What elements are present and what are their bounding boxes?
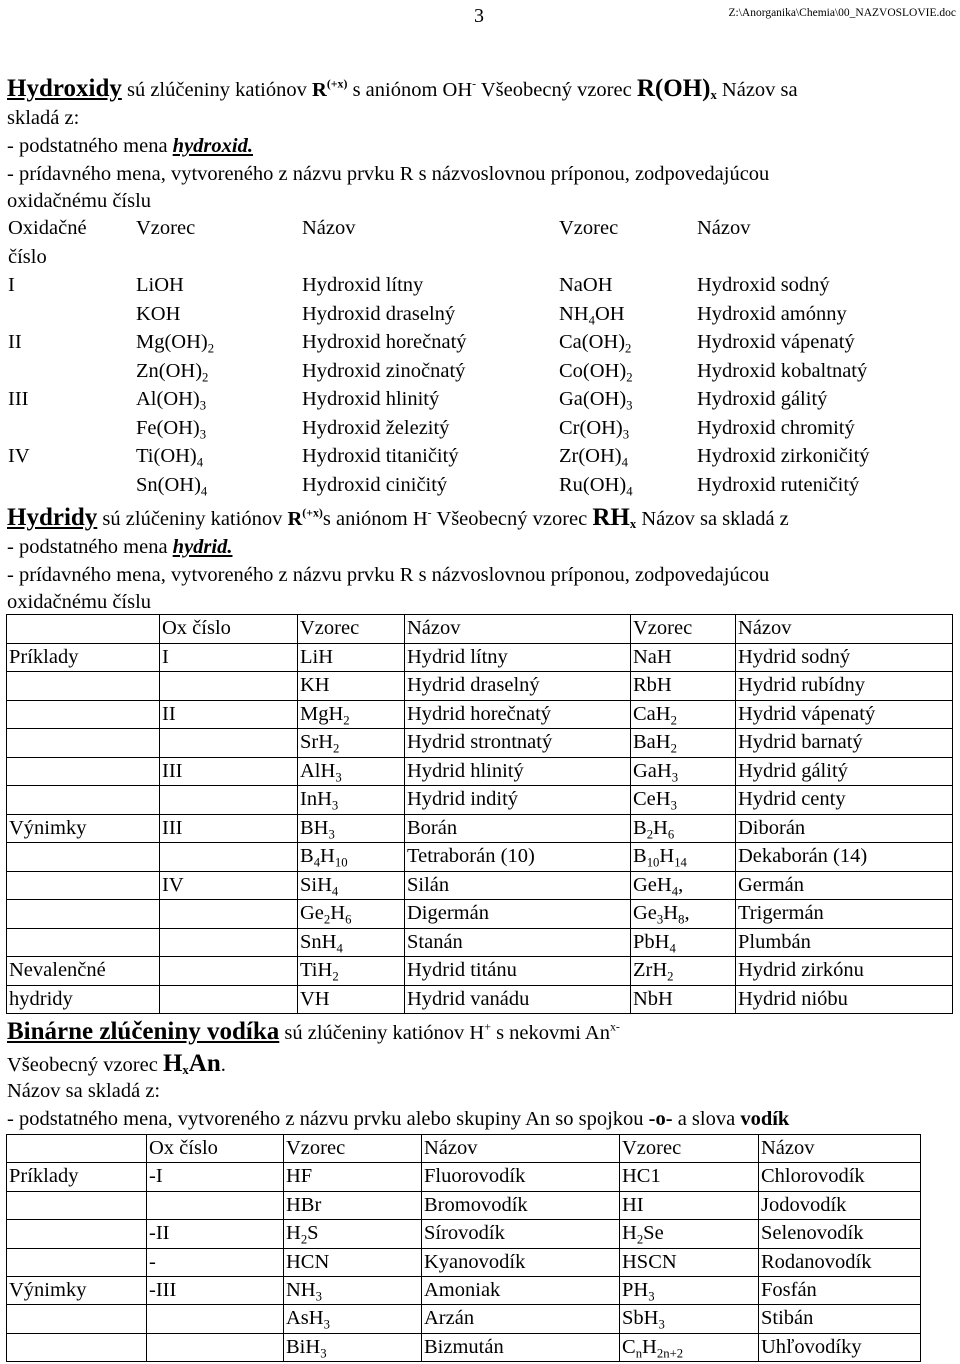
cell-f1: Al(OH)3 <box>136 388 207 413</box>
table-row <box>7 729 953 758</box>
cell-n2: Hydroxid ruteničitý <box>697 473 860 496</box>
header-cell <box>7 1135 147 1163</box>
table-header-row <box>7 1135 921 1163</box>
cell-f2: Co(OH)2 <box>559 359 633 384</box>
cell-n2: Diborán <box>736 814 953 843</box>
cell-f2: ZrH2 <box>631 957 736 986</box>
binarne-intro: Binárne zlúčeniny vodíka sú zlúčeniny katiónov H+ s nekovmi $An^{x-}$ <box>7 1018 620 1045</box>
cell-n2: Trigermán <box>736 900 953 929</box>
cell-ox <box>6 471 134 500</box>
cell-f1: H2S <box>284 1220 422 1248</box>
table-row <box>7 1305 921 1333</box>
cell-f1: Ti(OH)4 <box>136 445 204 470</box>
cell-ox <box>6 357 134 386</box>
binarne-line3: Názov sa skladá z: <box>7 1080 161 1102</box>
header-cell: Názov <box>302 217 356 239</box>
cell-ox <box>147 1305 284 1333</box>
cell-f1: TiH2 <box>298 957 405 986</box>
header-cell: Názov <box>422 1135 620 1163</box>
cell-n1: Hydroxid ciničitý <box>302 473 448 496</box>
cell-ox: III <box>160 757 298 786</box>
binarne-title: Binárne zlúčeniny vodíka <box>7 1018 280 1045</box>
cell-n1: Hydrid horečnatý <box>405 700 631 729</box>
cell-f2: SbH3 <box>620 1305 759 1333</box>
cell-group <box>7 729 160 758</box>
table-row <box>7 786 953 815</box>
cell-n2: Chlorovodík <box>759 1163 921 1191</box>
cell-f1: Mg(OH)2 <box>136 331 215 356</box>
cell-n1: Hydroxid hlinitý <box>302 388 440 410</box>
cell-ox: IV <box>8 445 30 467</box>
table-header-row <box>7 615 953 644</box>
cell-ox: I <box>8 274 15 296</box>
table-row <box>7 643 953 672</box>
hydroxidy-line4: - prídavného mena, vytvoreného z názvu prvku R s názvoslovnou príponou, zodpovedajúcou <box>7 163 770 185</box>
table-row <box>6 442 946 471</box>
cell-group <box>7 1191 147 1219</box>
cell-f1: SnH4 <box>298 928 405 957</box>
cell-n1: Tetraborán (10) <box>405 843 631 872</box>
cell-f1: HBr <box>284 1191 422 1219</box>
cell-f2: NH4OH <box>559 302 625 327</box>
cell-group <box>7 700 160 729</box>
hydroxidy-title: Hydroxidy <box>7 75 122 102</box>
hydridy-line4: oxidačnému číslu <box>7 591 152 613</box>
header-cell: Názov <box>405 615 631 644</box>
binarne-table <box>6 1134 921 1362</box>
cell-n1: Hydroxid draselný <box>302 302 456 325</box>
cell-f1: BiH3 <box>284 1333 422 1361</box>
cell-n1: Silán <box>405 871 631 900</box>
cell-f1: BH3 <box>298 814 405 843</box>
binarne-line2: Všeobecný vzorec $H_xAn$. <box>7 1050 226 1078</box>
cell-f2: B2H6 <box>631 814 736 843</box>
cell-f2: NbH <box>631 985 736 1014</box>
cell-n2: Hydroxid amónny <box>697 302 847 325</box>
cell-group <box>7 900 160 929</box>
cell-n2: Hydrid vápenatý <box>736 700 953 729</box>
cell-f2: Cr(OH)3 <box>559 416 630 441</box>
cell-ox: -II <box>147 1220 284 1248</box>
cell-n2: Jodovodík <box>759 1191 921 1219</box>
cell-n1: Hydroxid železitý <box>302 416 450 439</box>
cell-n1: Hydroxid lítny <box>302 274 424 296</box>
cell-f2: BaH2 <box>631 729 736 758</box>
cell-f2: CaH2 <box>631 700 736 729</box>
table-row <box>7 957 953 986</box>
table-header-row-2 <box>6 243 946 272</box>
hydroxidy-line2: skladá z: <box>7 107 80 129</box>
cell-n2: Hydroxid chromitý <box>697 416 855 439</box>
cell-n2: Hydrid sodný <box>736 643 953 672</box>
cell-f2: Ca(OH)2 <box>559 331 632 356</box>
cell-n1: Bizmután <box>422 1333 620 1361</box>
cell-ox <box>160 900 298 929</box>
cell-ox: I <box>160 643 298 672</box>
cell-ox <box>160 985 298 1014</box>
cell-f2: B10H14 <box>631 843 736 872</box>
cell-f1: KOH <box>136 302 181 325</box>
table-row <box>7 985 953 1014</box>
table-row <box>7 814 953 843</box>
table-row <box>6 385 946 414</box>
header-cell: číslo <box>8 245 47 268</box>
table-row <box>7 900 953 929</box>
cell-n1: Stanán <box>405 928 631 957</box>
table-row <box>7 700 953 729</box>
cell-ox: III <box>160 814 298 843</box>
cell-n1: Digermán <box>405 900 631 929</box>
cell-group <box>7 1220 147 1248</box>
header-cell <box>7 615 160 644</box>
cell-f2: HC1 <box>620 1163 759 1191</box>
cell-group <box>7 1333 147 1361</box>
table-row <box>7 928 953 957</box>
hydridy-title: Hydridy <box>7 504 98 531</box>
table-row <box>7 1277 921 1305</box>
cell-n2: Plumbán <box>736 928 953 957</box>
cell-f1: SiH4 <box>298 871 405 900</box>
table-row <box>6 271 946 300</box>
table-row <box>7 1220 921 1248</box>
cell-group <box>7 843 160 872</box>
cell-ox: -III <box>147 1277 284 1305</box>
cell-group: Príklady <box>7 1163 147 1191</box>
cell-group <box>7 1248 147 1276</box>
cell-f2: PH3 <box>620 1277 759 1305</box>
page-number: 3 <box>474 5 484 27</box>
cell-group <box>7 672 160 701</box>
cell-group <box>7 928 160 957</box>
cell-f2: H2Se <box>620 1220 759 1248</box>
cell-group <box>7 786 160 815</box>
cell-n1: Hydrid lítny <box>405 643 631 672</box>
cell-group <box>7 757 160 786</box>
header-cell: Vzorec <box>298 615 405 644</box>
cell-f1: Ge2H6 <box>298 900 405 929</box>
cell-f1: B4H10 <box>298 843 405 872</box>
cell-f2: Zr(OH)4 <box>559 445 628 470</box>
cell-n2: Hydrid zirkónu <box>736 957 953 986</box>
cell-group <box>7 1305 147 1333</box>
cell-f2: NaH <box>631 643 736 672</box>
cell-ox: II <box>8 331 22 353</box>
table-row <box>7 871 953 900</box>
cell-f1: MgH2 <box>298 700 405 729</box>
cell-ox <box>160 957 298 986</box>
header-cell: Ox číslo <box>160 615 298 644</box>
cell-ox <box>6 300 134 329</box>
cell-group: Výnimky <box>7 1277 147 1305</box>
hydridy-line3: - prídavného mena, vytvoreného z názvu prvku R s názvoslovnou príponou, zodpovedajúcou <box>7 564 770 586</box>
table-row <box>6 357 946 386</box>
cell-n1: Arzán <box>422 1305 620 1333</box>
cell-n1: Hydrid vanádu <box>405 985 631 1014</box>
cell-ox: IV <box>160 871 298 900</box>
cell-n2: Hydrid rubídny <box>736 672 953 701</box>
cell-f1: SrH2 <box>298 729 405 758</box>
cell-f2: RbH <box>631 672 736 701</box>
cell-ox <box>160 672 298 701</box>
cell-n1: Hydrid draselný <box>405 672 631 701</box>
cell-ox: III <box>8 388 29 410</box>
cell-n2: Hydroxid vápenatý <box>697 331 855 353</box>
cell-f2: GeH4, <box>631 871 736 900</box>
table-row <box>7 757 953 786</box>
cell-group <box>7 871 160 900</box>
cell-f2: CeH3 <box>631 786 736 815</box>
cell-n2: Germán <box>736 871 953 900</box>
header-cell: Vzorec <box>136 217 196 239</box>
cell-n1: Hydroxid zinočnatý <box>302 359 466 382</box>
cell-n2: Selenovodík <box>759 1220 921 1248</box>
cell-ox <box>147 1191 284 1219</box>
cell-f2: Ga(OH)3 <box>559 388 633 413</box>
cell-f1: InH3 <box>298 786 405 815</box>
cell-n2: Hydroxid kobaltnatý <box>697 359 868 382</box>
header-cell: Názov <box>759 1135 921 1163</box>
cell-f1: VH <box>298 985 405 1014</box>
cell-n2: Hydroxid sodný <box>697 274 830 296</box>
cell-n1: Bromovodík <box>422 1191 620 1219</box>
cell-f1: HCN <box>284 1248 422 1276</box>
cell-ox: -I <box>147 1163 284 1191</box>
cell-n2: Hydrid barnatý <box>736 729 953 758</box>
cell-f1: Fe(OH)3 <box>136 416 207 441</box>
cell-n2: Hydrid gálitý <box>736 757 953 786</box>
cell-f2: GaH3 <box>631 757 736 786</box>
cell-n2: Uhľovodíky <box>759 1333 921 1361</box>
header-cell: Názov <box>736 615 953 644</box>
cell-ox: - <box>147 1248 284 1276</box>
cell-f1: LiH <box>298 643 405 672</box>
cell-n2: Hydrid nióbu <box>736 985 953 1014</box>
cell-n1: Borán <box>405 814 631 843</box>
cell-f2: Ru(OH)4 <box>559 473 633 498</box>
table-row <box>7 672 953 701</box>
table-row <box>7 1248 921 1276</box>
table-row <box>7 1333 921 1361</box>
cell-n2: Fosfán <box>759 1277 921 1305</box>
table-row <box>7 1191 921 1219</box>
cell-n2: Hydroxid gálitý <box>697 388 828 410</box>
hydridy-intro: Hydridy sú zlúčeniny katiónov $R^{(+x)}s$ aniónom H- Všeobecný vzorec $RH_x$ Názov sa skladá z <box>7 504 789 532</box>
cell-f1: AsH3 <box>284 1305 422 1333</box>
cell-n2: Rodanovodík <box>759 1248 921 1276</box>
cell-n2: Dekaborán (14) <box>736 843 953 872</box>
header-cell: Oxidačné <box>8 217 87 239</box>
table-header-row <box>6 214 946 243</box>
header-cell: Vzorec <box>631 615 736 644</box>
cell-f1: HF <box>284 1163 422 1191</box>
cell-n2: Stibán <box>759 1305 921 1333</box>
cell-f1: KH <box>298 672 405 701</box>
cell-n1: Hydrid strontnatý <box>405 729 631 758</box>
header-cell: Vzorec <box>620 1135 759 1163</box>
cell-n2: Hydroxid zirkoničitý <box>697 445 870 467</box>
cell-ox <box>6 414 134 443</box>
cell-f2: HI <box>620 1191 759 1219</box>
cell-f2: CnH2n+2 <box>620 1333 759 1361</box>
header-cell: Názov <box>697 217 751 239</box>
cell-ox <box>147 1333 284 1361</box>
header-cell: Vzorec <box>284 1135 422 1163</box>
cell-group: Výnimky <box>7 814 160 843</box>
cell-f1: AlH3 <box>298 757 405 786</box>
cell-f2: HSCN <box>620 1248 759 1276</box>
hydridy-table <box>6 614 953 1014</box>
cell-f1: Sn(OH)4 <box>136 473 208 498</box>
cell-f1: LiOH <box>136 274 184 296</box>
header-cell: Ox číslo <box>147 1135 284 1163</box>
cell-n1: Hydroxid horečnatý <box>302 331 467 353</box>
cell-n1: Hydrid titánu <box>405 957 631 986</box>
table-row <box>6 300 946 329</box>
table-row <box>7 1163 921 1191</box>
binarne-line4: - podstatného mena, vytvoreného z názvu prvku alebo skupiny An so spojkou -o- a slova vodík <box>7 1108 790 1130</box>
cell-f2: NaOH <box>559 274 613 296</box>
hydroxidy-intro: Hydroxidy sú zlúčeniny katiónov $R^{(+x)}$ s aniónom OH- Všeobecný vzorec $R(OH)_x$ Názov sa <box>7 75 798 103</box>
cell-group: Nevalenčné <box>7 957 160 986</box>
cell-n2: Hydrid centy <box>736 786 953 815</box>
cell-ox <box>160 843 298 872</box>
cell-n1: Hydrid hlinitý <box>405 757 631 786</box>
cell-n1: Hydroxid titaničitý <box>302 445 459 467</box>
cell-ox <box>160 786 298 815</box>
hydroxidy-table <box>6 214 946 499</box>
hydroxidy-line3: - podstatného mena hydroxid. <box>7 135 253 157</box>
hydridy-line2: - podstatného mena hydrid. <box>7 536 233 558</box>
cell-n1: Fluorovodík <box>422 1163 620 1191</box>
cell-f1: NH3 <box>284 1277 422 1305</box>
cell-ox <box>160 729 298 758</box>
cell-group: hydridy <box>7 985 160 1014</box>
cell-f2: Ge3H8, <box>631 900 736 929</box>
hydroxidy-line5: oxidačnému číslu <box>7 190 152 212</box>
cell-n1: Kyanovodík <box>422 1248 620 1276</box>
cell-f1: Zn(OH)2 <box>136 359 209 384</box>
cell-n1: Hydrid inditý <box>405 786 631 815</box>
cell-n1: Amoniak <box>422 1277 620 1305</box>
header-cell: Vzorec <box>559 217 619 239</box>
cell-group: Príklady <box>7 643 160 672</box>
cell-ox: II <box>160 700 298 729</box>
table-row <box>6 471 946 500</box>
cell-n1: Sírovodík <box>422 1220 620 1248</box>
table-row <box>6 414 946 443</box>
table-row <box>7 843 953 872</box>
cell-ox <box>160 928 298 957</box>
cell-f2: PbH4 <box>631 928 736 957</box>
document-path: Z:\Anorganika\Chemia\00_NAZVOSLOVIE.doc <box>728 7 956 19</box>
table-row <box>6 328 946 357</box>
